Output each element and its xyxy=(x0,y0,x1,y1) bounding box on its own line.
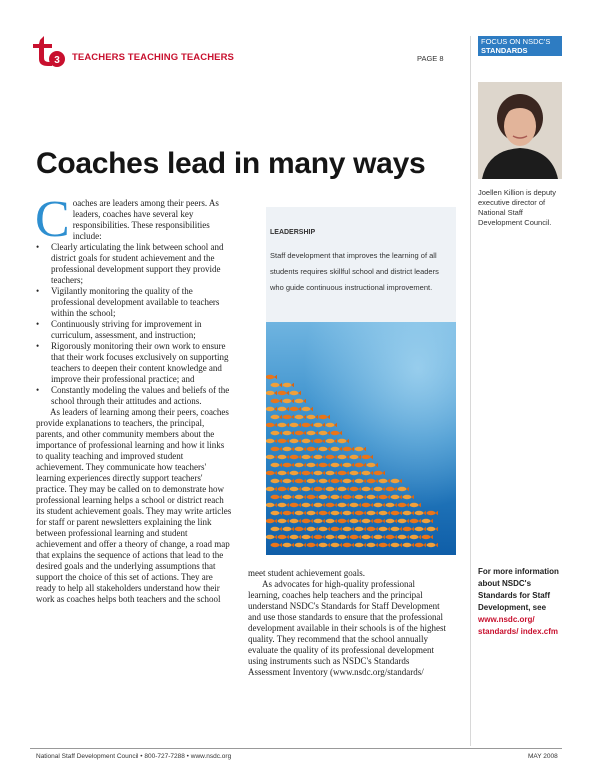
article-title: Coaches lead in many ways xyxy=(36,147,426,180)
footer-publisher: National Staff Development Council • 800-727-7288 • www.nsdc.org xyxy=(36,753,232,760)
focus-tab-line2: STANDARDS xyxy=(481,46,528,55)
footer-divider xyxy=(30,748,562,749)
intro-paragraph xyxy=(35,191,232,248)
author-caption: Joellen Killion is deputy executive director of National Staff Development Council. xyxy=(478,188,556,227)
article-column-2 xyxy=(248,568,446,678)
article-column-1 xyxy=(35,191,232,605)
leadership-heading: LEADERSHIP xyxy=(270,229,316,236)
list-item: • Constantly modeling the values and beliefs of the school through their attitudes and actions. xyxy=(36,385,232,407)
more-info-block xyxy=(478,566,562,638)
focus-tab xyxy=(478,36,562,56)
leadership-body: Staff development that improves the learning of all students requires skillful school and district leaders who guide continuous instructional improvement. xyxy=(270,251,439,292)
list-item: • Vigilantly monitoring the quality of the professional development available to teachers within the school; xyxy=(36,286,232,319)
paragraph-leaders-of-learning: As leaders of learning among their peers, coaches provide explanations to teachers, the principal, parents, and other community members about the importance of professional learning and how it links to quality teaching and improved student achievement. They communicate how teachers' learning experiences directly support teachers' practice. They may be called on to demonstrate how professional learning helps a school or district reach its student achievement goals. They may write articles for staff or parent newsletters explaining the link between professional learning and student achievement and offer a theory of change, a road map that explains the sequence of actions that lead to the desired goals and the underlying assumptions that support the choice of this set of actions. They are ready to help all stakeholders understand how their work as coaches helps both teachers and the school xyxy=(36,407,232,604)
list-item: • Clearly articulating the link between school and district goals for student achievement and the professional development support they provide teachers; xyxy=(36,242,232,286)
continuation-line: meet student achievement goals. xyxy=(248,568,365,578)
goldfish-school-image xyxy=(266,322,456,555)
teachers-teaching-teachers-logo xyxy=(30,34,70,70)
focus-tab-line1: FOCUS ON NSDC'S xyxy=(481,37,551,46)
standards-link[interactable]: www.nsdc.org/ standards/ index.cfm xyxy=(478,615,559,636)
series-title: TEACHERS TEACHING TEACHERS xyxy=(72,52,234,63)
page-number: PAGE 8 xyxy=(417,54,444,63)
list-item: • Continuously striving for improvement in curriculum, assessment, and instruction; xyxy=(36,319,232,341)
sidebar-divider xyxy=(470,36,471,746)
dropcap: C xyxy=(35,191,70,248)
responsibilities-list xyxy=(36,242,232,407)
logo-number: 3 xyxy=(54,55,60,66)
intro-text: oaches are leaders among their peers. As leaders, coaches have several key responsibilities. These responsibilities include: xyxy=(72,198,219,241)
list-item: • Rigorously monitoring their own work to ensure that their work focuses exclusively on supporting teachers to deepen their content knowledge and improve their professional practice; and xyxy=(36,341,232,385)
footer-date: MAY 2008 xyxy=(528,753,558,760)
more-info-text: For more information about NSDC's Standards for Staff Development, see xyxy=(478,567,559,612)
author-photo xyxy=(478,82,562,179)
paragraph-advocates: As advocates for high-quality professional learning, coaches help teachers and the principal understand NSDC's Standards for Staff Development and use those standards to ensure that the professional development available in their schools is of the highest quality. They recommend that the school annually evaluate the quality of its professional development using instruments such as NSDC's Standards Assessment Inventory (www.nsdc.org/standards/ xyxy=(248,579,446,677)
